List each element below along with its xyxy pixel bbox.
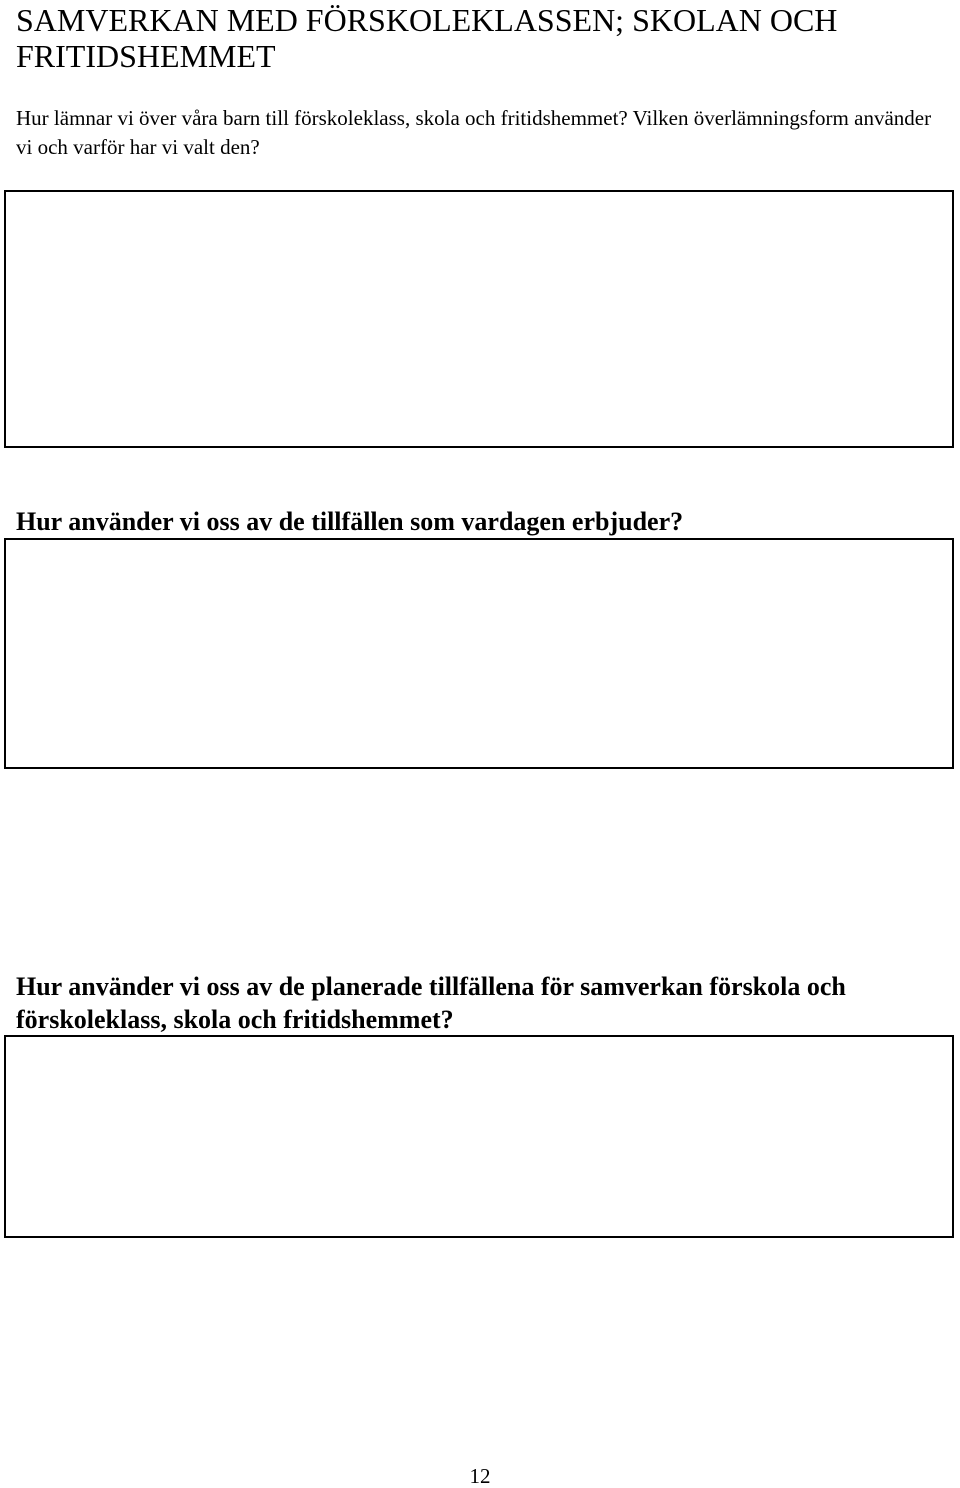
answer-field-2[interactable] (4, 538, 954, 769)
page-title: SAMVERKAN MED FÖRSKOLEKLASSEN; SKOLAN OCH FRITIDSHEMMET (16, 2, 838, 74)
intro-question: Hur lämnar vi över våra barn till förskoleklass, skola och fritidshemmet? Vilken överlämningsform använder vi och varför har vi valt den? (16, 106, 932, 159)
question-planned-collaboration: Hur använder vi oss av de planerade tillfällena för samverkan förskola och förskoleklass, skola och fritidshemmet? (16, 972, 846, 1034)
answer-field-1[interactable] (4, 190, 954, 448)
page-number: 12 (469, 1464, 491, 1488)
question-everyday-opportunities: Hur använder vi oss av de tillfällen som vardagen erbjuder? (16, 507, 684, 536)
answer-field-3[interactable] (4, 1035, 954, 1238)
